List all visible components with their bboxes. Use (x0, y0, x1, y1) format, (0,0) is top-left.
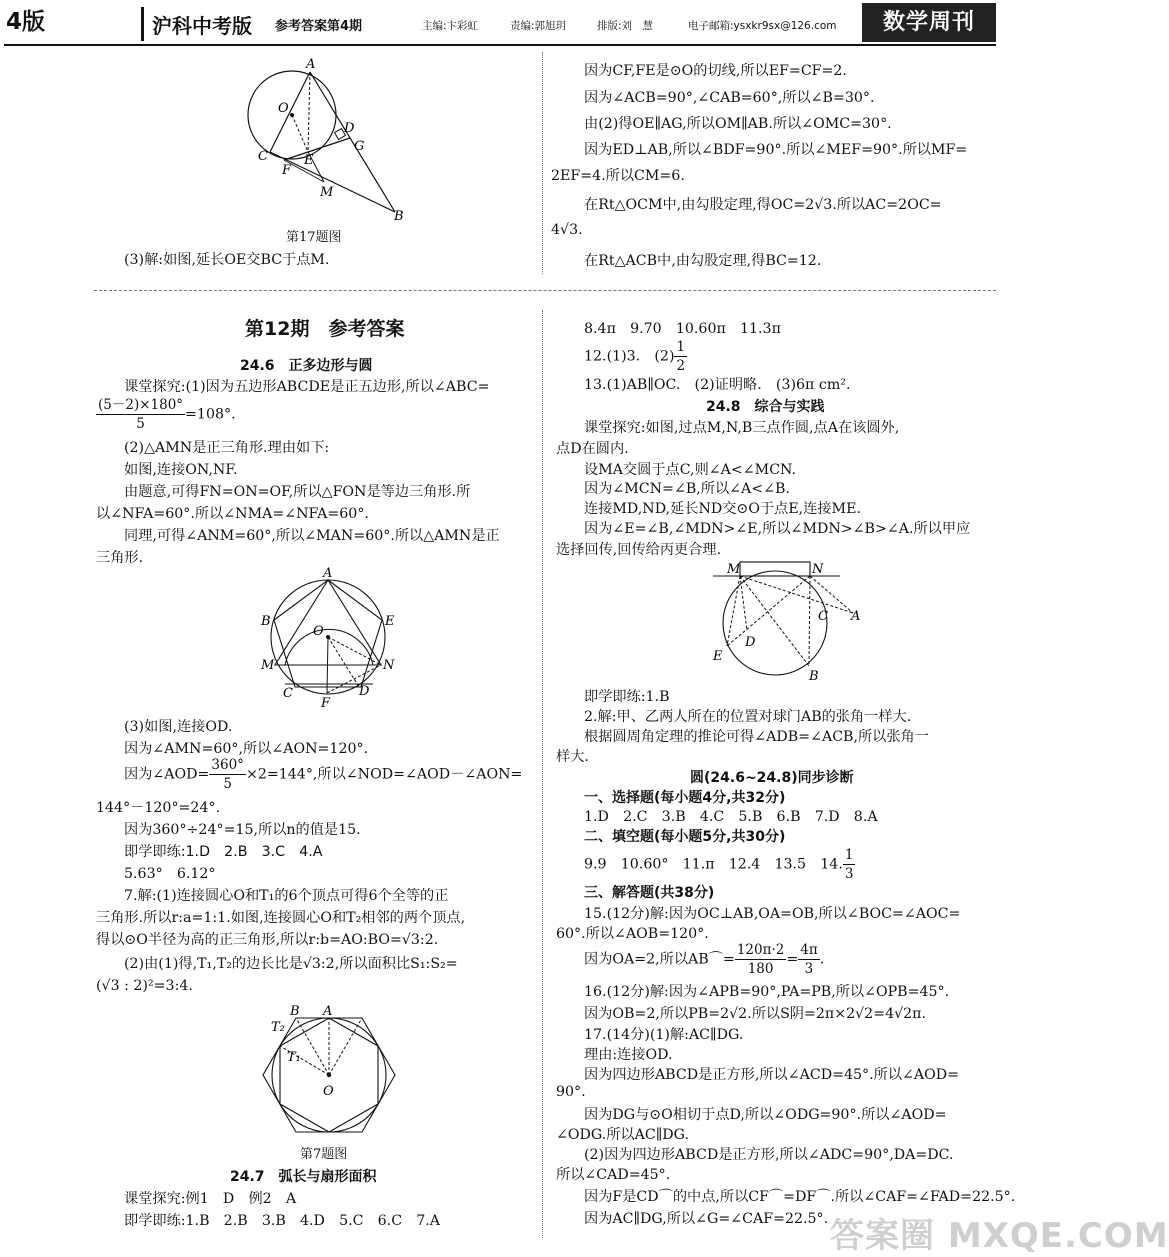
fig4-label-M: M (727, 562, 741, 577)
fraction-numerator: (5－2)×180° (98, 397, 184, 413)
figure-7-hexagons (255, 1003, 405, 1143)
fig17-label-O: O (278, 101, 289, 116)
fig3-label-T2: T₂ (271, 1020, 285, 1035)
right-r8-tail: . (819, 951, 825, 968)
fig2-label-B: B (261, 614, 271, 629)
chief-editor: 主编:卞彩虹 (422, 20, 479, 32)
left-line-b2: 即学即练:1.D 2.B 3.C 4.A (124, 844, 323, 860)
edition-label: 4版 (6, 9, 46, 35)
fig2-label-C: C (283, 686, 293, 701)
fig2-label-D: D (359, 684, 370, 699)
right-line-f4: 因为四边形ABCD是正方形,所以∠ACD=45°.所以∠AOD= (584, 1067, 960, 1083)
fraction-numerator: 1 (676, 339, 686, 355)
fraction-numerator: 360° (211, 757, 244, 773)
heading-24-8: 24.8 综合与实践 (706, 399, 825, 415)
fig4-label-B: B (809, 669, 819, 684)
left-line-b0: 144°－120°=24°. (96, 800, 221, 816)
fig4-label-D: D (745, 635, 756, 650)
left-end-2: 即学即练:1.B 2.B 3.B 4.D 5.C 6.C 7.A (124, 1213, 441, 1229)
right-line-f1: 因为OB=2,所以PB=2√2.所以S阴=2π×2√2=4√2π. (584, 1006, 927, 1022)
right-line-f7: ∠ODG.所以AC∥DG. (556, 1127, 689, 1143)
fig4-label-C: C (818, 609, 828, 624)
top-right-line-2: 因为∠ACB=90°,∠CAB=60°,所以∠B=30°. (584, 90, 875, 106)
left-line-a3: 以∠NFA=60°.所以∠NMA=∠NFA=60°. (96, 506, 369, 522)
top-right-line-7: 4√3. (551, 222, 583, 238)
fig7-caption: 第7题图 (300, 1147, 348, 1162)
left-line-a0: (2)△AMN是正三角形.理由如下: (124, 440, 330, 456)
top-right-line-3: 由(2)得OE∥AG,所以OM∥AB.所以∠OMC=30°. (584, 116, 892, 132)
right-line-f5: 90°. (556, 1084, 586, 1100)
fraction-arc (735, 941, 787, 978)
right-line-c6: 选择回传,回传给丙更合理. (556, 542, 722, 558)
top-right-line-4: 因为ED⊥AB,所以∠BDF=90°.所以∠MEF=90°.所以MF= (584, 142, 968, 158)
brand-logo: 数学周刊 (862, 3, 996, 42)
left-p1-expr (96, 396, 236, 433)
heading-24-6: 24.6 正多边形与圆 (240, 358, 373, 374)
left-l3: (3)如图,连接OD. (124, 719, 233, 735)
fraction-4pi-3 (798, 941, 819, 978)
left-line-b3: 5.63° 6.12° (124, 866, 216, 882)
fraction-denominator: 2 (676, 358, 686, 374)
column-divider (542, 310, 543, 1238)
fraction-360-5 (209, 756, 246, 793)
right-line-d0: 即学即练:1.B (584, 689, 670, 705)
fraction-denominator: 180 (747, 961, 774, 977)
right-line-d3: 样大. (556, 749, 589, 765)
right-r6-head: 9.9 10.60° 11.π 12.4 13.5 14. (584, 856, 843, 873)
right-line-f2: 17.(14分)(1)解:AC∥DG. (584, 1027, 744, 1043)
fig17-label-F: F (282, 163, 292, 178)
column-divider-top (542, 52, 543, 274)
fraction-pentagon (96, 396, 185, 433)
right-r8 (584, 941, 824, 978)
right-r6 (584, 846, 855, 883)
right-line-d1: 2.解:甲、乙两人所在的位置对球门AB的张角一样大. (584, 709, 912, 725)
right-line-c3: 因为∠MCN=∠B,所以∠A<∠B. (584, 481, 790, 497)
fraction-denominator: 5 (136, 416, 145, 432)
right-line-e1: 60°.所以∠AOB=120°. (556, 926, 709, 942)
fig3-label-B: B (290, 1004, 300, 1019)
fig2-label-A: A (323, 566, 333, 581)
fraction-numerator: 4π (800, 942, 818, 958)
right-line-c2: 设MA交圆于点C,则∠A<∠MCN. (584, 462, 797, 478)
fig4-label-A: A (851, 609, 861, 624)
right-r8-eq: = (786, 951, 799, 968)
right-line-f0: 16.(12分)解:因为∠APB=90°,PA=PB,所以∠OPB=45°. (584, 984, 950, 1000)
fig2-label-E: E (385, 614, 395, 629)
right-r1: 8.4π 9.70 10.60π 11.3π (584, 321, 781, 337)
fig2-label-M: M (261, 658, 275, 673)
fig3-label-O: O (323, 1084, 334, 1099)
fraction-denominator: 3 (844, 866, 854, 882)
layout-editor: 排版:刘 慧 (597, 20, 654, 32)
right-line-c4: 连接MD,ND,延长ND交⊙O于点E,连接ME. (584, 501, 861, 517)
figure-goal-angle (705, 558, 875, 686)
fraction-numerator: 1 (844, 847, 854, 863)
duty-editor: 责编:郭旭玥 (510, 20, 567, 32)
right-r5: 1.D 2.C 3.B 4.C 5.B 6.B 7.D 8.A (584, 809, 878, 825)
top-right-line-5: 2EF=4.所以CM=6. (551, 168, 685, 184)
issue-subtitle: 参考答案第4期 (275, 19, 363, 34)
right-line-f8: (2)因为四边形ABCD是正方形,所以∠ADC=90°,DA=DC. (584, 1147, 954, 1163)
left-line-a4: 同理,可得∠ANM=60°,所以∠MAN=60°.所以△AMN是正 (124, 528, 500, 544)
heading-24-7: 24.7 弧长与扇形面积 (230, 1169, 377, 1185)
fraction-third (843, 846, 856, 883)
right-line-f9: 所以∠CAD=45°. (556, 1167, 671, 1183)
heading-diagnosis: 圆(24.6~24.8)同步诊断 (690, 770, 854, 786)
fig17-label-G: G (354, 139, 365, 154)
left-line-b4: 7.解:(1)连接圆心O和T₁的6个顶点可得6个全等的正 (124, 888, 449, 904)
fig17-label-D: D (344, 121, 355, 136)
left-p1-tail: =108°. (185, 406, 236, 423)
sol17-part3: (3)解:如图,延长OE交BC于点M. (124, 252, 330, 268)
right-line-f10: 因为F是CD⌒的中点,所以CF⌒=DF⌒.所以∠CAF=∠FAD=22.5°. (584, 1189, 1016, 1205)
fraction-denominator: 3 (804, 961, 814, 977)
fig17-label-C: C (258, 149, 268, 164)
fig2-label-F: F (321, 696, 331, 711)
left-p1: 课堂探究:(1)因为五边形ABCDE是正五边形,所以∠ABC= (124, 379, 490, 395)
right-line-c5: 因为∠E=∠B,∠MDN>∠E,所以∠MDN>∠B>∠A.所以甲应 (584, 521, 971, 537)
fig17-label-E: E (304, 153, 314, 168)
fig2-label-N: N (383, 658, 395, 673)
left-end-1: 课堂探究:例1 D 例2 A (124, 1191, 297, 1207)
section-title: 第12期 参考答案 (245, 318, 405, 340)
fraction-half (674, 338, 687, 375)
fraction-denominator: 5 (223, 776, 232, 792)
fig17-label-A: A (306, 57, 316, 72)
fig3-label-A: A (323, 1004, 333, 1019)
heading-choice: 一、选择题(每小题4分,共32分) (584, 790, 786, 806)
left-line-b5: 三角形.所以r:a=1:1.如图,连接圆心O和T₂相邻的两个顶点, (96, 910, 466, 926)
figure-17 (240, 52, 430, 230)
top-right-line-8: 在Rt△ACB中,由勾股定理,得BC=12. (584, 253, 822, 269)
right-line-e0: 15.(12分)解:因为OC⊥AB,OA=OB,所以∠BOC=∠AOC= (584, 906, 961, 922)
left-line-b7: (2)由(1)得,T₁,T₂的边长比是√3:2,所以面积比S₁:S₂= (124, 956, 458, 972)
fig17-label-B: B (394, 209, 404, 224)
section-divider (94, 290, 996, 291)
left-l5-tail: ×2=144°,所以∠NOD=∠AOD－∠AON= (245, 766, 523, 783)
left-line-a5: 三角形. (96, 550, 144, 566)
right-line-f3: 理由:连接OD. (584, 1047, 673, 1063)
left-line-b1: 因为360°÷24°=15,所以n的值是15. (124, 822, 361, 838)
heading-fill: 二、填空题(每小题5分,共30分) (584, 829, 786, 845)
right-r3: 13.(1)AB∥OC. (2)证明略. (3)6π cm². (584, 377, 851, 393)
left-l5 (124, 756, 522, 793)
left-l4: 因为∠AMN=60°,所以∠AON=120°. (124, 741, 369, 757)
top-right-line-6: 在Rt△OCM中,由勾股定理,得OC=2√3.所以AC=2OC= (584, 197, 942, 213)
fraction-numerator: 120π·2 (736, 942, 785, 958)
fig4-label-E: E (713, 649, 723, 664)
fig4-label-N: N (812, 562, 824, 577)
left-line-a1: 如图,连接ON,NF. (124, 462, 238, 478)
top-right-line-1: 因为CF,FE是⊙O的切线,所以EF=CF=2. (584, 63, 847, 79)
newspaper-title: 沪科中考版 (152, 14, 252, 38)
left-l5-head: 因为∠AOD= (124, 766, 210, 783)
right-line-d2: 根据圆周角定理的推论可得∠ADB=∠ACB,所以张角一 (584, 729, 929, 745)
header-rule (4, 44, 996, 46)
heading-answer: 三、解答题(共38分) (584, 885, 715, 901)
left-line-a2: 由题意,可得FN=ON=OF,所以△FON是等边三角形.所 (124, 484, 471, 500)
watermark: 答案圈 MXQE.COM (830, 1216, 1169, 1256)
right-r2-head: 12.(1)3. (2) (584, 348, 675, 365)
fig17-label-M: M (320, 185, 334, 200)
right-line-c0: 课堂探究:如图,过点M,N,B三点作圆,点A在该圆外, (584, 420, 900, 436)
email: 电子邮箱:ysxkr9sx@126.com (688, 20, 837, 32)
left-line-b6: 得以⊙O半径为高的正三角形,所以r:b=AO:BO=√3:2. (96, 932, 439, 948)
fig17-caption: 第17题图 (286, 230, 342, 245)
header-divider (141, 7, 144, 41)
fig2-label-O: O (313, 624, 324, 639)
fig3-label-T1: T₁ (287, 1050, 301, 1065)
right-line-c1: 点D在圆内. (556, 441, 629, 457)
figure-pentagon-circle (255, 565, 405, 713)
right-line-f6: 因为DG与⊙O相切于点D,所以∠ODG=90°.所以∠AOD= (584, 1107, 947, 1123)
right-r8-head: 因为OA=2,所以AB⌒= (584, 951, 735, 968)
right-line-f11: 因为AC∥DG,所以∠G=∠CAF=22.5°. (584, 1211, 829, 1227)
right-r2 (584, 338, 687, 375)
left-line-b8: (√3 : 2)²=3:4. (96, 978, 193, 994)
